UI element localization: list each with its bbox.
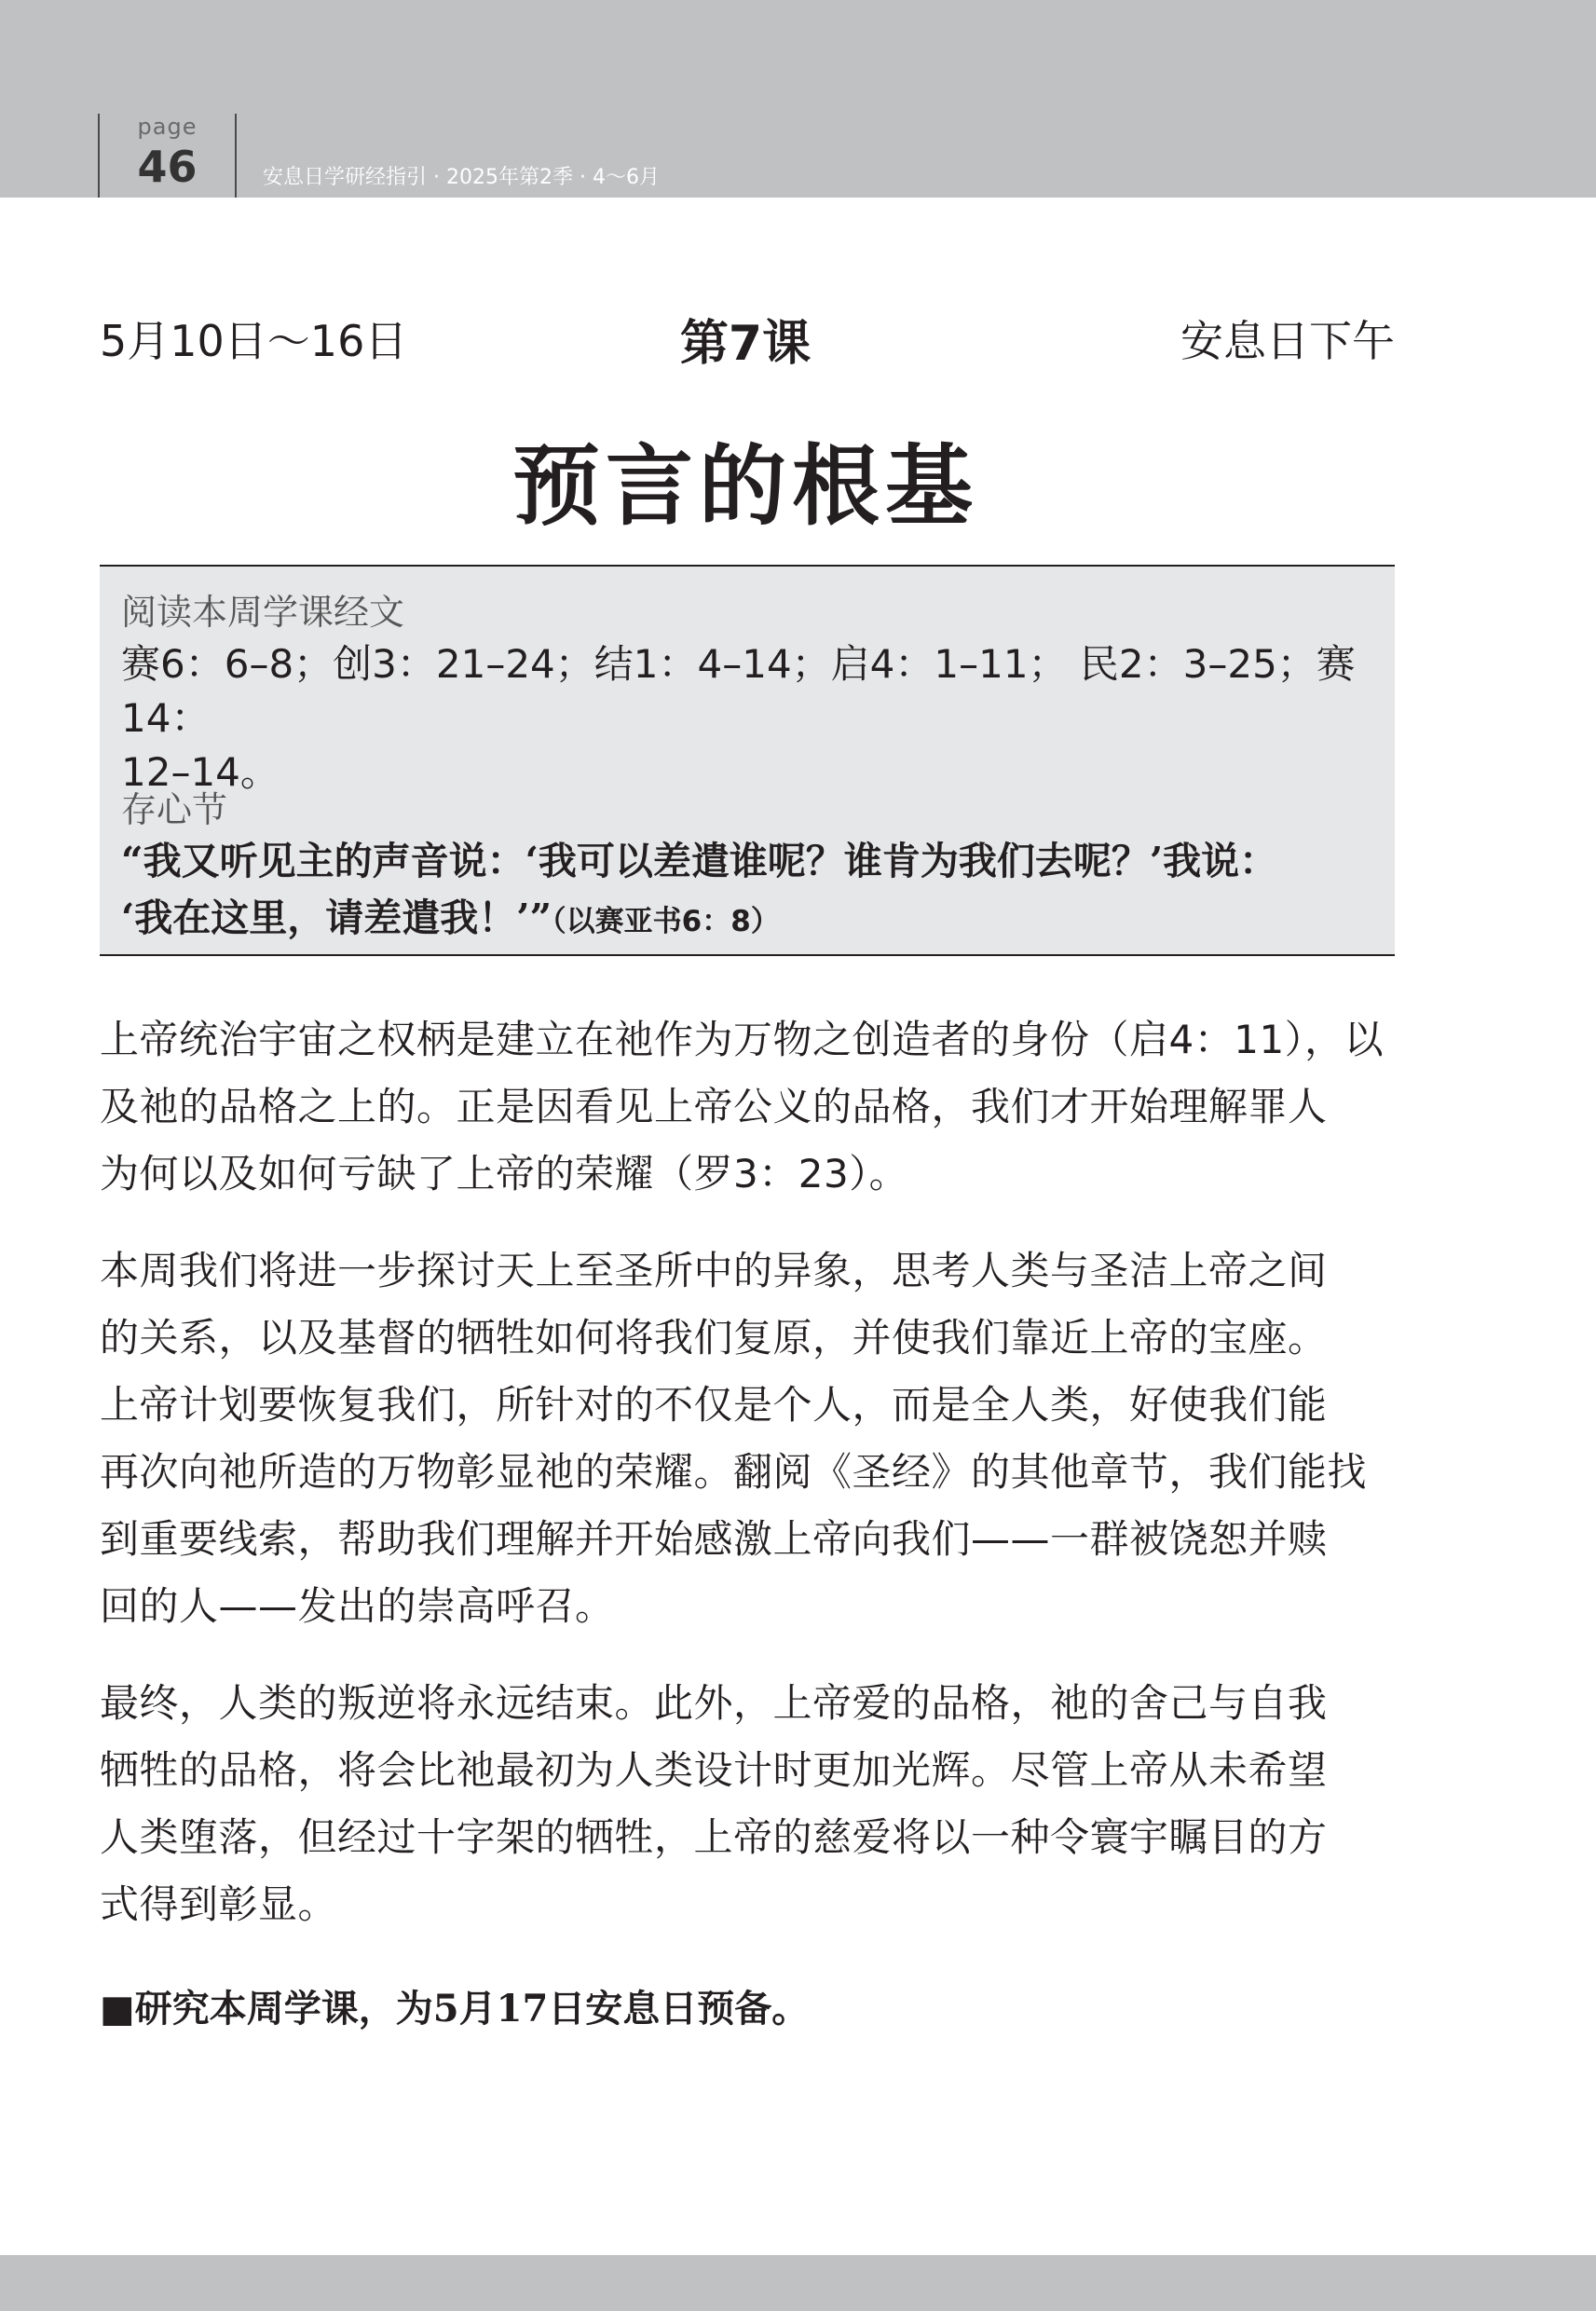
reading-line: 赛6：6–8；创3：21–24；结1：4–14；启4：1–11； 民2：3–25；赛14： bbox=[121, 641, 1356, 741]
text-line: 的关系，以及基督的牺牲如何将我们复原，并使我们靠近上帝的宝座。 bbox=[100, 1315, 1328, 1361]
paragraph-1 bbox=[100, 1006, 1397, 1208]
footer-band bbox=[0, 2255, 1596, 2311]
text-line: 为何以及如何亏缺了上帝的荣耀（罗3：23）。 bbox=[100, 1151, 909, 1197]
memory-line-text: ‘我在这里，请差遣我！’” bbox=[121, 896, 552, 940]
reading-heading: 阅读本周学课经文 bbox=[121, 592, 405, 633]
running-head: 安息日学研经指引 · 2025年第2季 · 4～6月 bbox=[263, 166, 660, 189]
text-line: 及祂的品格之上的。正是因看见上帝公义的品格，我们才开始理解罪人 bbox=[100, 1084, 1328, 1129]
memory-heading: 存心节 bbox=[121, 789, 228, 830]
text-line: 本周我们将进一步探讨天上至圣所中的异象，思考人类与圣洁上帝之间 bbox=[100, 1248, 1328, 1293]
lesson-title: 预言的根基 bbox=[512, 435, 978, 538]
memory-line: “我又听见主的声音说：‘我可以差遣谁呢？谁肯为我们去呢？’我说： bbox=[121, 839, 1278, 883]
memory-reference: （以赛亚书6：8） bbox=[552, 905, 780, 938]
text-line: 再次向祂所造的万物彰显祂的荣耀。翻阅《圣经》的其他章节，我们能找 bbox=[100, 1449, 1368, 1495]
reading-box bbox=[100, 565, 1395, 956]
lesson-number: 第7课 bbox=[679, 316, 812, 372]
paragraph-3 bbox=[100, 1670, 1397, 1938]
text-line: 式得到彰显。 bbox=[100, 1881, 338, 1927]
header-band bbox=[0, 0, 1596, 198]
text-line: 牺牲的品格，将会比祂最初为人类设计时更加光辉。尽管上帝从未希望 bbox=[100, 1747, 1328, 1793]
memory-line bbox=[121, 890, 1371, 950]
text-line: 回的人——发出的崇高呼召。 bbox=[100, 1583, 615, 1629]
reading-passages bbox=[121, 637, 1371, 800]
header-divider bbox=[235, 114, 237, 198]
text-line: 上帝统治宇宙之权柄是建立在祂作为万物之创造者的身份（启4：11），以 bbox=[100, 1017, 1385, 1062]
text-line: 最终，人类的叛逆将永远结束。此外，上帝爱的品格，祂的舍己与自我 bbox=[100, 1680, 1328, 1726]
study-note: ■研究本周学课，为5月17日安息日预备。 bbox=[100, 1987, 810, 2031]
text-line: 到重要线索，帮助我们理解并开始感激上帝向我们——一群被饶恕并赎 bbox=[100, 1516, 1328, 1562]
page-number: 46 bbox=[137, 142, 198, 192]
reading-line: 12–14。 bbox=[121, 749, 280, 795]
memory-verse bbox=[121, 833, 1371, 950]
text-line: 人类堕落，但经过十字架的牺牲，上帝的慈爱将以一种令寰宇瞩目的方 bbox=[100, 1814, 1328, 1860]
paragraph-2 bbox=[100, 1238, 1397, 1640]
lesson-dates: 5月10日～16日 bbox=[100, 316, 408, 366]
page-label: page bbox=[137, 114, 198, 140]
lesson-day: 安息日下午 bbox=[1180, 316, 1395, 366]
text-line: 上帝计划要恢复我们，所针对的不仅是个人，而是全人类，好使我们能 bbox=[100, 1382, 1328, 1428]
